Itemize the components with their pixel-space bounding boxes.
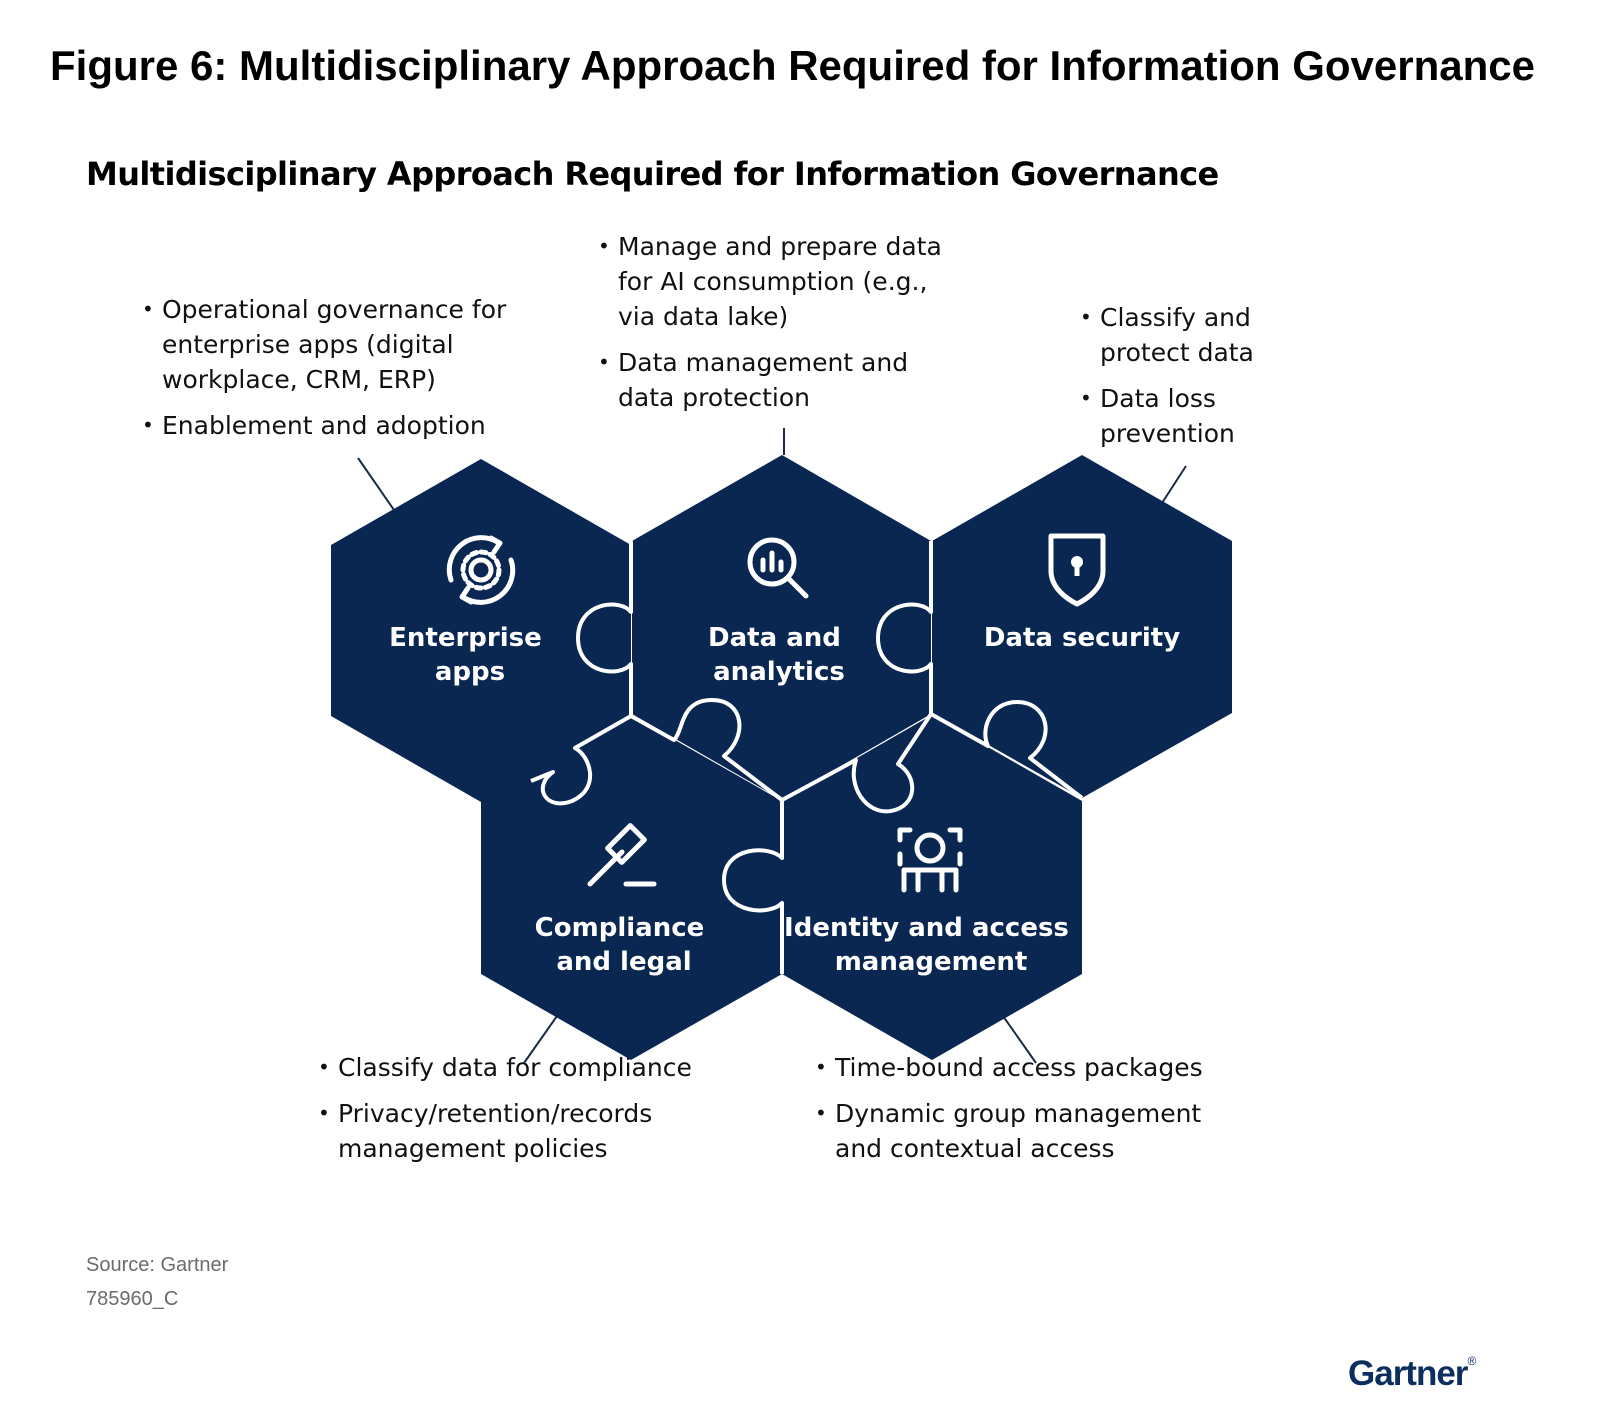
bullet-item: • Manage and prepare data for AI consumption (e.g., via data lake) xyxy=(598,229,943,334)
bullet-item: • Enablement and adoption xyxy=(142,408,522,443)
bullet-item: • Data management and data protection xyxy=(598,345,943,415)
leader-line-enterprise-apps xyxy=(358,458,394,510)
hexagon-label-compliance-legal: Compliance and legal xyxy=(534,913,705,977)
figure-title: Figure 6: Multidisciplinary Approach Required for Information Governance xyxy=(50,42,1535,89)
source-note: Source: Gartner xyxy=(86,1254,229,1276)
gartner-logo xyxy=(1348,1354,1475,1394)
leader-line-compliance-legal xyxy=(524,1016,557,1063)
hexagon-label-data-analytics: Data and analytics xyxy=(708,623,845,687)
hexagon-label-data-security: Data security xyxy=(983,623,1181,653)
leader-line-identity-access xyxy=(1003,1016,1036,1063)
logo-text: Gartner xyxy=(1348,1354,1468,1393)
bullet-item: • Classify data for compliance xyxy=(318,1050,718,1085)
document-id: 785960_C xyxy=(86,1288,179,1310)
bullet-item: • Dynamic group management and contextual access xyxy=(815,1096,1235,1166)
bullet-item: • Time-bound access packages xyxy=(815,1050,1235,1085)
bullet-item: • Data loss prevention xyxy=(1080,381,1280,451)
logo-mark: ® xyxy=(1467,1354,1476,1368)
bullet-item: • Operational governance for enterprise apps (digital workplace, CRM, ERP) xyxy=(142,292,522,397)
bullet-item: • Classify and protect data xyxy=(1080,300,1280,370)
bullet-item: • Privacy/retention/records management policies xyxy=(318,1096,718,1166)
hexagon-label-identity-access: Identity and access management xyxy=(784,913,1069,977)
hexagon-label-enterprise-apps: Enterprise apps xyxy=(389,623,542,687)
leader-line-data-security xyxy=(1162,466,1186,503)
diagram-title: Multidisciplinary Approach Required for Information Governance xyxy=(86,155,1219,193)
